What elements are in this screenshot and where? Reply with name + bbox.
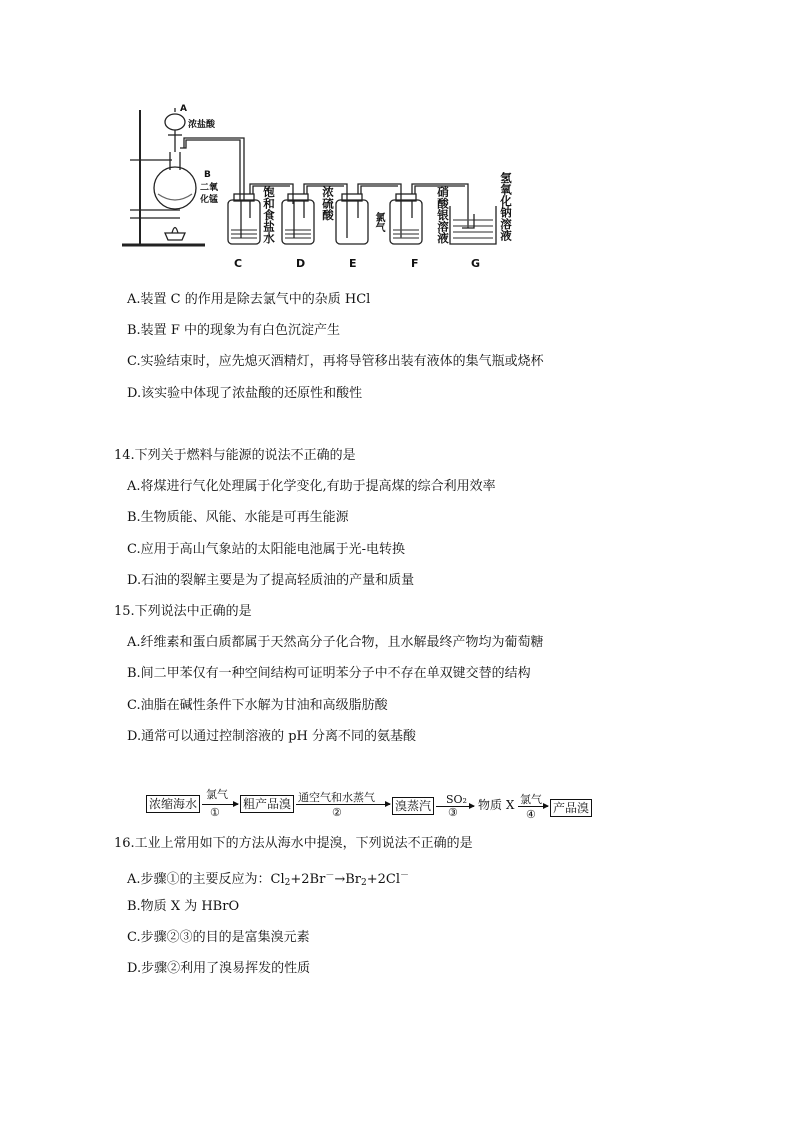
- formula-br: Br: [345, 872, 362, 887]
- label-chlorine: 氯气: [373, 212, 384, 232]
- flow-step-1: ①: [210, 806, 220, 819]
- q14-option-b: B.生物质能、风能、水能是可再生能源: [127, 510, 349, 525]
- flow-arrow-1: [202, 804, 238, 805]
- flow-label-chlorine-1: 氯气: [206, 788, 228, 801]
- label-concentrated-hcl: 浓盐酸: [188, 120, 216, 130]
- formula-sub-2b: 2: [361, 878, 367, 888]
- flow-box-crude-bromine: 粗产品溴: [240, 795, 294, 813]
- q14-stem: 14.下列关于燃料与能源的说法不正确的是: [114, 448, 356, 463]
- q13-option-d: D.该实验中体现了浓盐酸的还原性和酸性: [127, 386, 363, 401]
- q13-option-b: B.装置 F 中的现象为有白色沉淀产生: [127, 323, 340, 338]
- label-saturated-brine: 饱和食盐水: [262, 186, 276, 244]
- q16-option-b: B.物质 X 为 HBrO: [127, 899, 240, 914]
- formula-plus-br: +2Br: [290, 872, 326, 887]
- q13-option-a: A.装置 C 的作用是除去氯气中的杂质 HCl: [127, 292, 371, 307]
- q13-option-c: C.实验结束时，应先熄灭酒精灯，再将导管移出装有液体的集气瓶或烧杯: [127, 354, 544, 369]
- q14-option-a: A.将煤进行气化处理属于化学变化,有助于提高煤的综合利用效率: [127, 479, 496, 494]
- label-b: B: [204, 170, 211, 180]
- formula-cl: Cl: [270, 872, 285, 887]
- q15-option-b: B.间二甲苯仅有一种空间结构可证明苯分子中不存在单双键交替的结构: [127, 666, 531, 681]
- flow-step-2: ②: [332, 806, 342, 819]
- q14-option-d: D.石油的裂解主要是为了提高轻质油的产量和质量: [127, 573, 415, 588]
- formula-sub-2: 2: [284, 878, 291, 888]
- flow-box-concentrated-seawater: 浓缩海水: [146, 795, 200, 813]
- flow-label-chlorine-2: 氯气: [520, 793, 542, 806]
- formula-arrow: →: [334, 872, 346, 887]
- label-conc-h2so4: 浓硫酸: [321, 186, 335, 221]
- apparatus-diagram: [110, 100, 530, 275]
- q14-option-c: C.应用于高山气象站的太阳能电池属于光-电转换: [127, 542, 406, 557]
- apparatus-drawing: [110, 100, 530, 275]
- flow-arrow-2: [296, 804, 390, 805]
- q15-option-a: A.纤维素和蛋白质都属于天然高分子化合物，且水解最终产物均为葡萄糖: [127, 635, 544, 650]
- letter-g: G: [471, 257, 481, 270]
- formula-sup-minus: －: [325, 871, 335, 881]
- label-naoh: 氢氧化钠溶液: [499, 172, 513, 241]
- letter-c: C: [234, 257, 243, 270]
- q15-option-c: C.油脂在碱性条件下水解为甘油和高级脂肪酸: [127, 698, 388, 713]
- flow-arrow-4: [518, 806, 548, 807]
- flow-step-4: ④: [526, 808, 536, 821]
- letter-d: D: [296, 257, 306, 270]
- flow-label-air-steam: 通空气和水蒸气: [298, 791, 375, 804]
- q15-stem: 15.下列说法中正确的是: [114, 604, 252, 619]
- flow-label-so2: SO₂: [446, 793, 467, 806]
- letter-f: F: [411, 257, 419, 270]
- flow-box-product-bromine: 产品溴: [550, 799, 592, 817]
- q16-option-a-prefix: A.步骤①的主要反应为：: [127, 872, 271, 887]
- label-a: A: [180, 104, 187, 114]
- flow-step-3: ③: [448, 806, 458, 819]
- q16-option-c: C.步骤②③的目的是富集溴元素: [127, 930, 310, 945]
- q15-option-d: D.通常可以通过控制溶液的 pH 分离不同的氨基酸: [127, 729, 417, 744]
- q16-option-d: D.步骤②利用了溴易挥发的性质: [127, 961, 311, 976]
- q16-stem: 16.工业上常用如下的方法从海水中提溴，下列说法不正确的是: [114, 836, 473, 851]
- flow-box-substance-x: 物质 X: [478, 798, 515, 812]
- label-agno3: 硝酸银溶液: [436, 186, 450, 244]
- formula-sup-minus-2: －: [400, 871, 410, 881]
- letter-e: E: [349, 257, 357, 270]
- flow-box-bromine-vapor: 溴蒸汽: [392, 797, 434, 815]
- q16-option-a: [127, 868, 409, 891]
- label-mno2: 二氧化锰: [200, 183, 219, 205]
- formula-plus-cl: +2Cl: [366, 872, 401, 887]
